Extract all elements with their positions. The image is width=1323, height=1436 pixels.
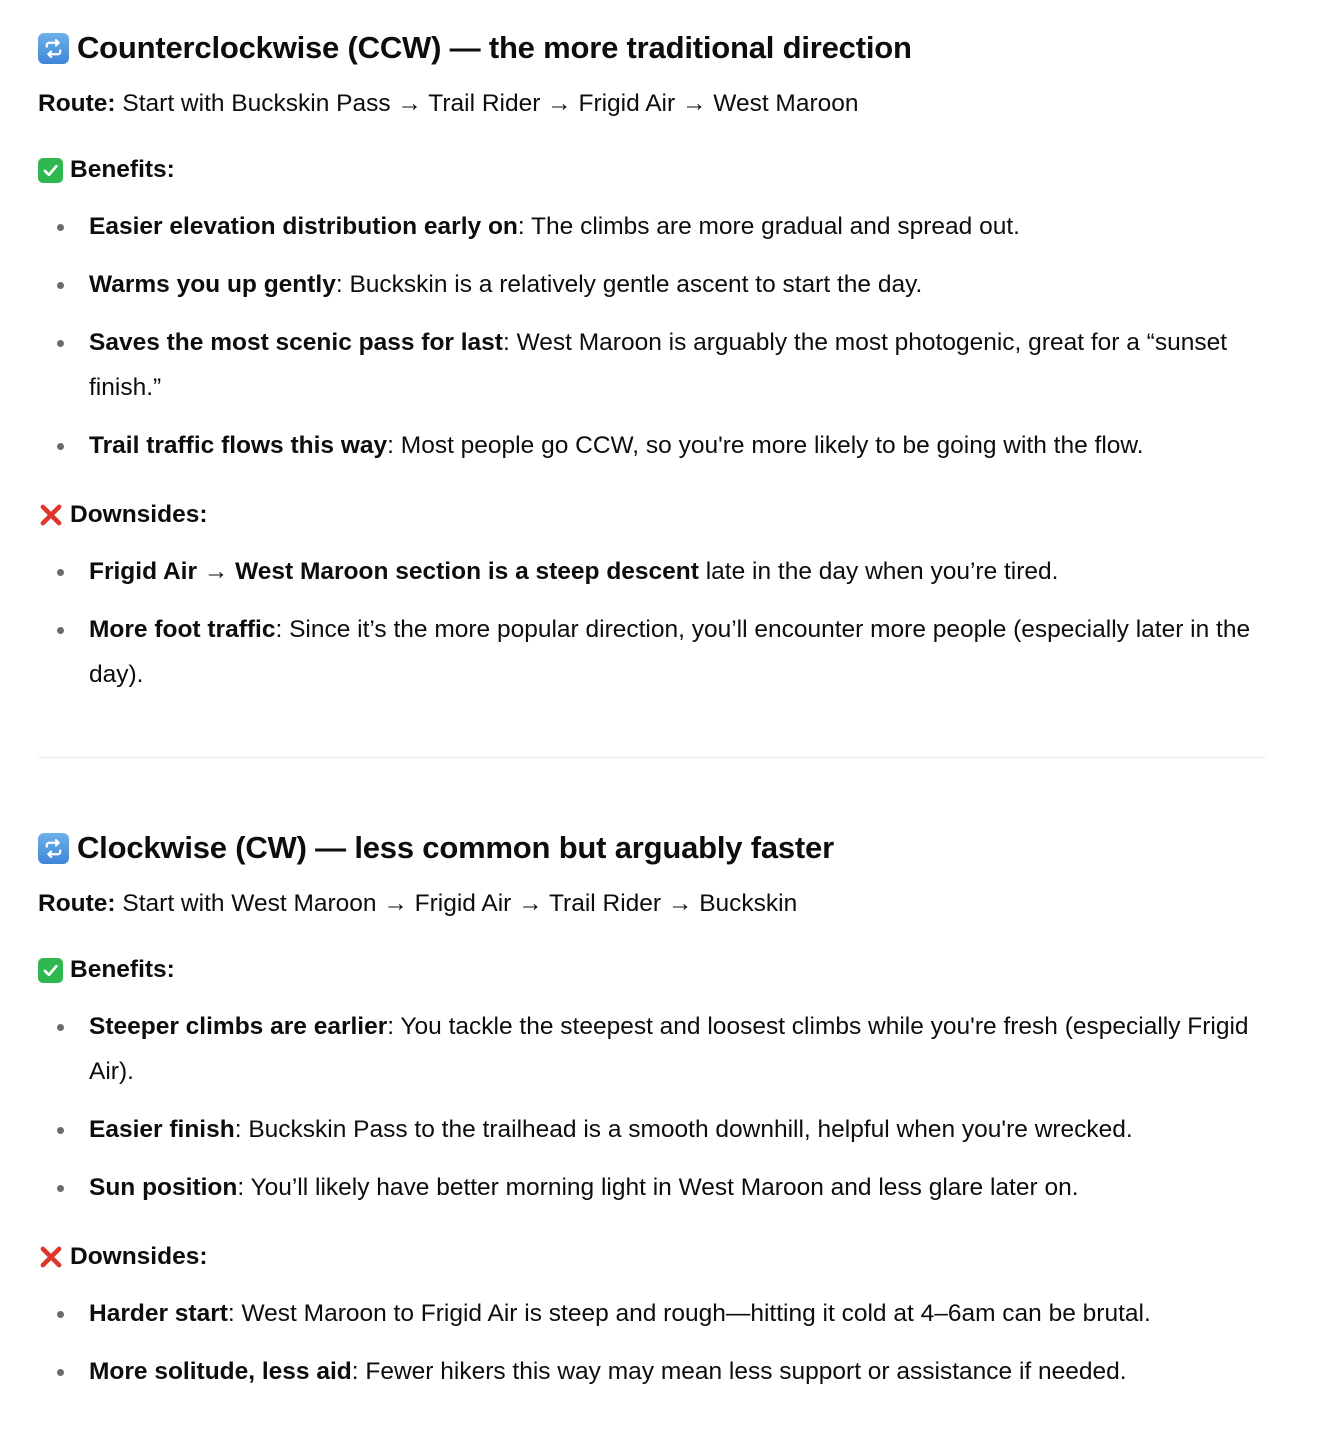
item-text: : Since it’s the more popular direction, you’ll encounter more people (especially later in the day). — [89, 616, 1251, 688]
item-text: : You tackle the steepest and loosest climbs while you're fresh (especially Frigid Air). — [89, 1013, 1249, 1085]
benefits-heading — [38, 153, 1268, 187]
section-heading — [38, 826, 1268, 870]
item-text: : The climbs are more gradual and spread out. — [517, 213, 1020, 240]
route-line — [38, 87, 1268, 121]
list-item — [38, 320, 1268, 410]
list-item — [38, 204, 1268, 249]
downsides-list — [38, 549, 1268, 697]
ccw-section — [38, 26, 1268, 697]
route-text: Start with West Maroon → Frigid Air → Trail Rider → Buckskin — [115, 890, 798, 917]
list-item — [38, 549, 1268, 594]
repeat-icon — [38, 33, 69, 64]
item-text: : West Maroon to Frigid Air is steep and rough—hitting it cold at 4–6am can be brutal. — [227, 1300, 1151, 1327]
list-item — [38, 423, 1268, 468]
item-text: : Buckskin is a relatively gentle ascent to start the day. — [335, 271, 923, 298]
benefits-list — [38, 1004, 1268, 1210]
list-item — [38, 1291, 1268, 1336]
list-item — [38, 1165, 1268, 1210]
item-text: late in the day when you’re tired. — [698, 558, 1059, 585]
item-bold: More foot traffic — [89, 616, 276, 643]
section-heading — [38, 26, 1268, 70]
item-bold: Trail traffic flows this way — [89, 432, 388, 459]
downsides-list — [38, 1291, 1268, 1394]
list-item — [38, 1349, 1268, 1394]
downsides-heading-text: Downsides: — [70, 501, 208, 528]
item-bold: Easier elevation distribution early on — [89, 213, 518, 240]
item-bold: More solitude, less aid — [89, 1358, 352, 1385]
item-text: : Fewer hikers this way may mean less support or assistance if needed. — [351, 1358, 1127, 1385]
route-label: Route: — [38, 890, 116, 917]
route-line — [38, 887, 1268, 921]
list-item — [38, 607, 1268, 697]
item-bold: Sun position — [89, 1174, 238, 1201]
check-mark-icon — [38, 958, 63, 983]
item-bold: Steeper climbs are earlier — [89, 1013, 388, 1040]
section-title: Counterclockwise (CCW) — the more traditional direction — [77, 30, 912, 65]
item-bold: Harder start — [89, 1300, 228, 1327]
list-item — [38, 1004, 1268, 1094]
benefits-heading-text: Benefits: — [70, 956, 175, 983]
downsides-heading — [38, 498, 1268, 532]
cross-mark-icon — [38, 502, 64, 528]
item-text: : You’ll likely have better morning light in West Maroon and less glare later on. — [237, 1174, 1079, 1201]
cw-section — [38, 826, 1268, 1394]
item-text: : Buckskin Pass to the trailhead is a smooth downhill, helpful when you're wrecked. — [234, 1116, 1133, 1143]
downsides-heading-text: Downsides: — [70, 1243, 208, 1270]
benefits-list — [38, 204, 1268, 468]
list-item — [38, 262, 1268, 307]
cross-mark-icon — [38, 1244, 64, 1270]
section-title: Clockwise (CW) — less common but arguably faster — [77, 830, 834, 865]
repeat-icon — [38, 833, 69, 864]
section-divider — [38, 757, 1266, 758]
downsides-heading — [38, 1240, 1268, 1274]
benefits-heading-text: Benefits: — [70, 156, 175, 183]
item-bold: Frigid Air → West Maroon section is a steep descent — [89, 558, 699, 585]
check-mark-icon — [38, 158, 63, 183]
route-text: Start with Buckskin Pass → Trail Rider → Frigid Air → West Maroon — [115, 90, 859, 117]
item-text: : Most people go CCW, so you're more likely to be going with the flow. — [387, 432, 1144, 459]
route-label: Route: — [38, 90, 116, 117]
item-bold: Easier finish — [89, 1116, 235, 1143]
item-bold: Saves the most scenic pass for last — [89, 329, 503, 356]
benefits-heading — [38, 953, 1268, 987]
list-item — [38, 1107, 1268, 1152]
item-text: : West Maroon is arguably the most photogenic, great for a “sunset finish.” — [89, 329, 1227, 401]
item-bold: Warms you up gently — [89, 271, 336, 298]
